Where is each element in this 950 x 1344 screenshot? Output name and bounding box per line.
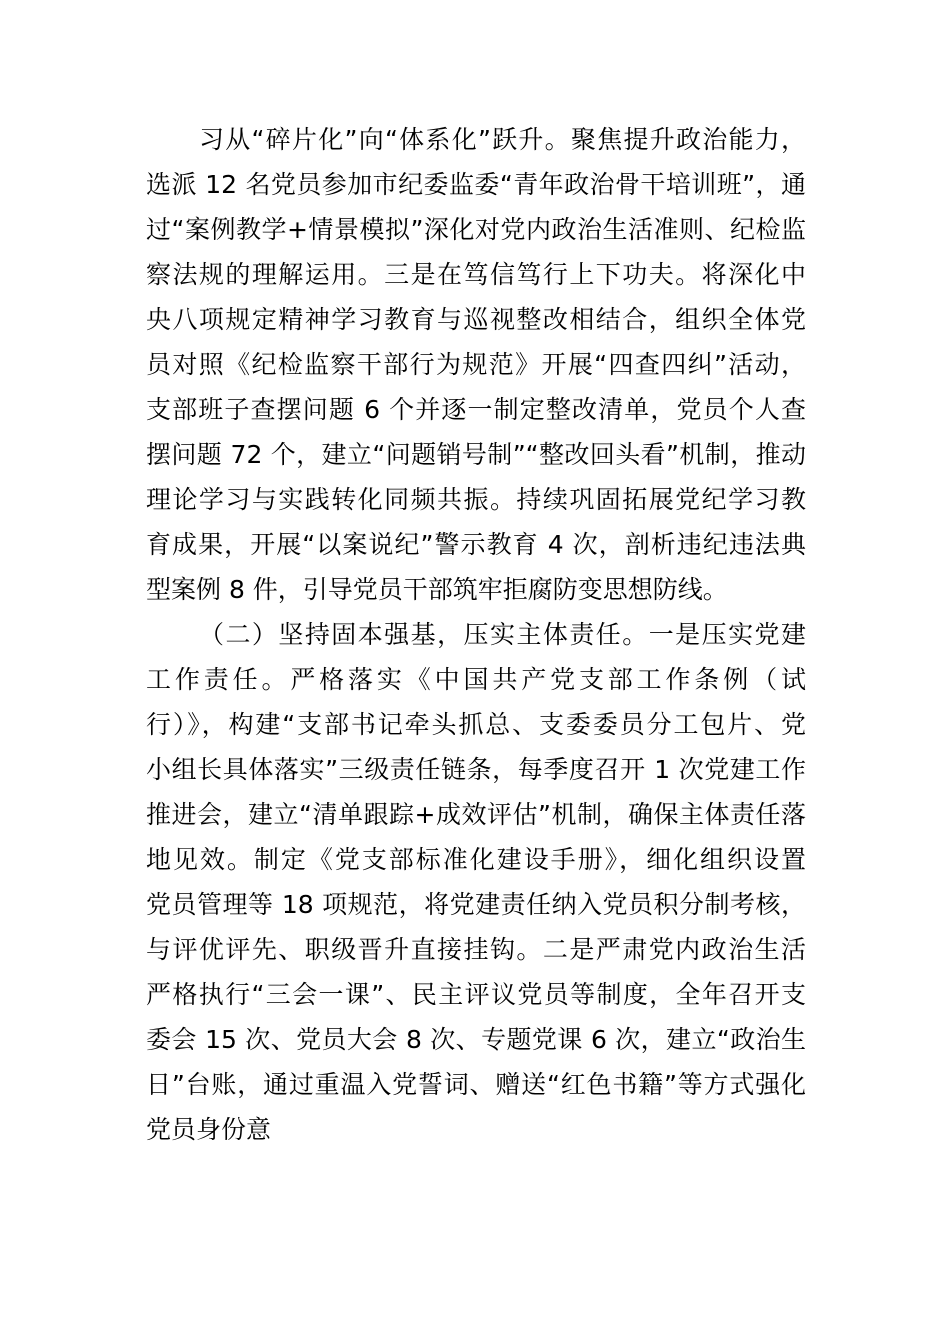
text-line: 委会 15 次、党员大会 8 次、专题党课 6 次，建立“政治生 bbox=[146, 1025, 806, 1054]
text-line: 员对照《纪检监察干部行为规范》开展“四查四纠”活动， bbox=[146, 350, 806, 379]
text-line: 与评优评先、职级晋升直接挂钩。二是严肃党内政治生活 bbox=[146, 935, 806, 964]
text-line: 过“案例教学+情景模拟”深化对党内政治生活准则、纪检监 bbox=[146, 215, 806, 244]
text-line: 党员管理等 18 项规范，将党建责任纳入党员积分制考核， bbox=[146, 890, 806, 919]
text-line: 育成果，开展“以案说纪”警示教育 4 次，剖析违纪违法典 bbox=[146, 530, 806, 559]
text-line: 小组长具体落实”三级责任链条，每季度召开 1 次党建工作 bbox=[146, 755, 806, 784]
text-line: 理论学习与实践转化同频共振。持续巩固拓展党纪学习教 bbox=[146, 485, 806, 514]
text-line: 推进会，建立“清单跟踪+成效评估”机制，确保主体责任落 bbox=[146, 800, 806, 829]
text-line: 察法规的理解运用。三是在笃信笃行上下功夫。将深化中 bbox=[146, 260, 806, 289]
text-line: 地见效。制定《党支部标准化建设手册》，细化组织设置 bbox=[146, 845, 806, 874]
text-line: 严格执行“三会一课”、民主评议党员等制度，全年召开支 bbox=[146, 980, 806, 1009]
text-line: 型案例 8 件，引导党员干部筑牢拒腐防变思想防线。 bbox=[146, 575, 728, 604]
text-line: （二）坚持固本强基，压实主体责任。一是压实党建 bbox=[199, 620, 806, 649]
text-line: 选派 12 名党员参加市纪委监委“青年政治骨干培训班”，通 bbox=[146, 170, 806, 199]
text-line: 央八项规定精神学习教育与巡视整改相结合，组织全体党 bbox=[146, 305, 806, 334]
text-line: 支部班子查摆问题 6 个并逐一制定整改清单，党员个人查 bbox=[146, 395, 806, 424]
text-line: 日”台账，通过重温入党誓词、赠送“红色书籍”等方式强化 bbox=[146, 1070, 806, 1099]
text-line: 党员身份意 bbox=[146, 1115, 272, 1144]
text-line: 行）》，构建“支部书记牵头抓总、支委委员分工包片、党 bbox=[146, 710, 806, 739]
text-line: 摆问题 72 个，建立“问题销号制”“整改回头看”机制，推动 bbox=[146, 440, 806, 469]
body-text bbox=[146, 117, 806, 1152]
text-line: 习从“碎片化”向“体系化”跃升。聚焦提升政治能力， bbox=[199, 125, 806, 154]
text-line: 工作责任。严格落实《中国共产党支部工作条例（试 bbox=[146, 665, 806, 694]
